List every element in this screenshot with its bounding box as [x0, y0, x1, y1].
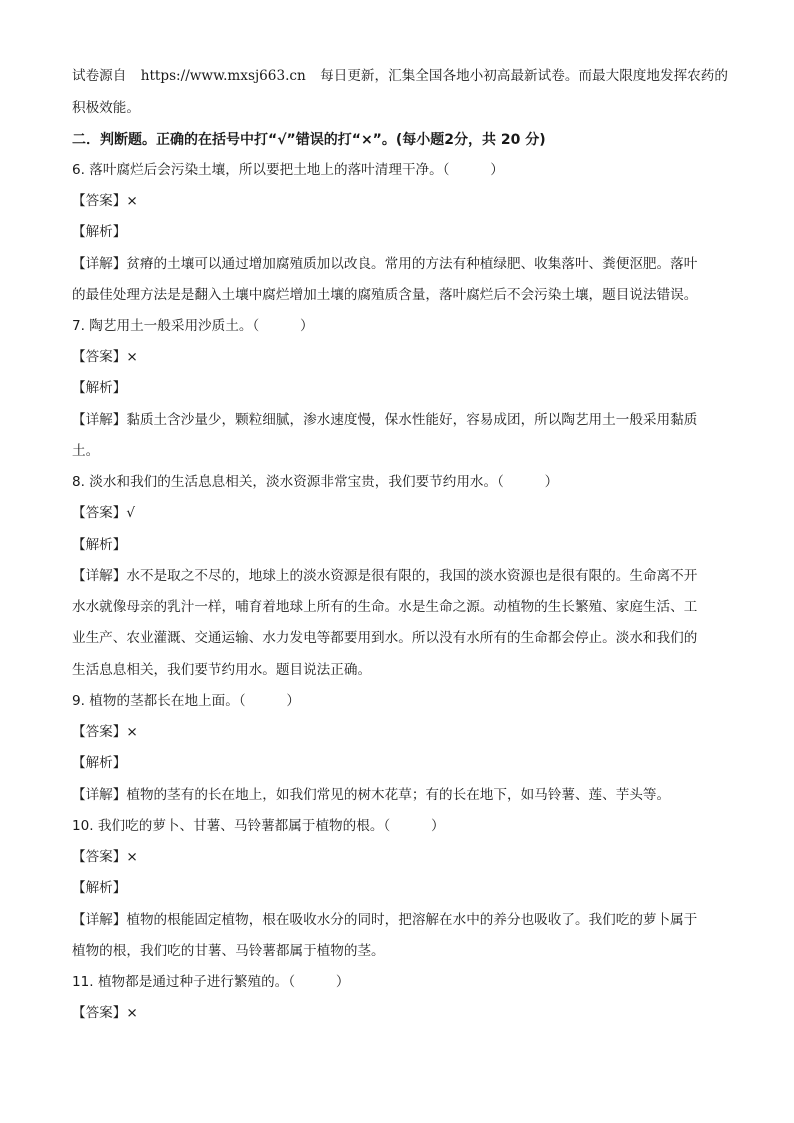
detail-8-line-2: 水水就像母亲的乳汁一样，哺育着地球上所有的生命。水是生命之源。动植物的生长繁殖、家庭生活、工	[72, 599, 698, 615]
question-7: 7. 陶艺用土一般采用沙质土。（ ）	[72, 318, 314, 334]
question-6: 6. 落叶腐烂后会污染土壤，所以要把土地上的落叶清理干净。（ ）	[72, 162, 504, 178]
detail-10-line-2: 植物的根，我们吃的甘薯、马铃薯都属于植物的茎。	[72, 943, 385, 959]
answer-7: 【答案】×	[72, 349, 138, 365]
question-8: 8. 淡水和我们的生活息息相关，淡水资源非常宝贵，我们要节约用水。（ ）	[72, 474, 559, 490]
question-10: 10. 我们吃的萝卜、甘薯、马铃薯都属于植物的根。（ ）	[72, 818, 445, 834]
source-url-link[interactable]: https://www.mxsj663.cn	[140, 68, 306, 84]
detail-10-line-1: 【详解】植物的根能固定植物，根在吸收水分的同时，把溶解在水中的养分也吸收了。我们吃的萝卜属于	[72, 912, 698, 928]
detail-7-line-2: 土。	[72, 443, 100, 459]
question-11: 11. 植物都是通过种子进行繁殖的。（ ）	[72, 974, 350, 990]
source-description-continued: 积极效能。	[72, 100, 140, 116]
analysis-10: 【解析】	[72, 880, 127, 896]
source-line	[72, 66, 728, 86]
section-title: 二．判断题。正确的在括号中打“√”错误的打“×”。(每小题2分，共 20 分)	[72, 132, 546, 148]
analysis-6: 【解析】	[72, 224, 127, 240]
answer-10: 【答案】×	[72, 849, 138, 865]
analysis-7: 【解析】	[72, 380, 127, 396]
question-9: 9. 植物的茎都长在地上面。（ ）	[72, 693, 300, 709]
analysis-8: 【解析】	[72, 537, 127, 553]
detail-9-line-1: 【详解】植物的茎有的长在地上，如我们常见的树木花草；有的长在地下，如马铃薯、莲、芋头等。	[72, 787, 671, 803]
answer-6: 【答案】×	[72, 193, 138, 209]
answer-11: 【答案】×	[72, 1005, 138, 1021]
detail-7-line-1: 【详解】黏质土含沙量少，颗粒细腻，渗水速度慢，保水性能好，容易成团，所以陶艺用土一般采用黏质	[72, 412, 698, 428]
analysis-9: 【解析】	[72, 755, 127, 771]
detail-8-line-3: 业生产、农业灌溉、交通运输、水力发电等都要用到水。所以没有水所有的生命都会停止。淡水和我们的	[72, 630, 698, 646]
detail-6-line-1: 【详解】贫瘠的土壤可以通过增加腐殖质加以改良。常用的方法有种植绿肥、收集落叶、粪便沤肥。落叶	[72, 256, 698, 272]
detail-6-line-2: 的最佳处理方法是是翻入土壤中腐烂增加土壤的腐殖质含量，落叶腐烂后不会污染土壤，题目说法错误。	[72, 287, 698, 303]
source-label: 试卷源自	[72, 68, 127, 84]
detail-8-line-1: 【详解】水不是取之不尽的，地球上的淡水资源是很有限的，我国的淡水资源也是很有限的。生命离不开	[72, 568, 698, 584]
answer-8: 【答案】√	[72, 505, 136, 521]
source-description: 每日更新，汇集全国各地小初高最新试卷。而最大限度地发挥农药的	[320, 68, 728, 84]
detail-8-line-4: 生活息息相关，我们要节约用水。题目说法正确。	[72, 662, 372, 678]
answer-9: 【答案】×	[72, 724, 138, 740]
